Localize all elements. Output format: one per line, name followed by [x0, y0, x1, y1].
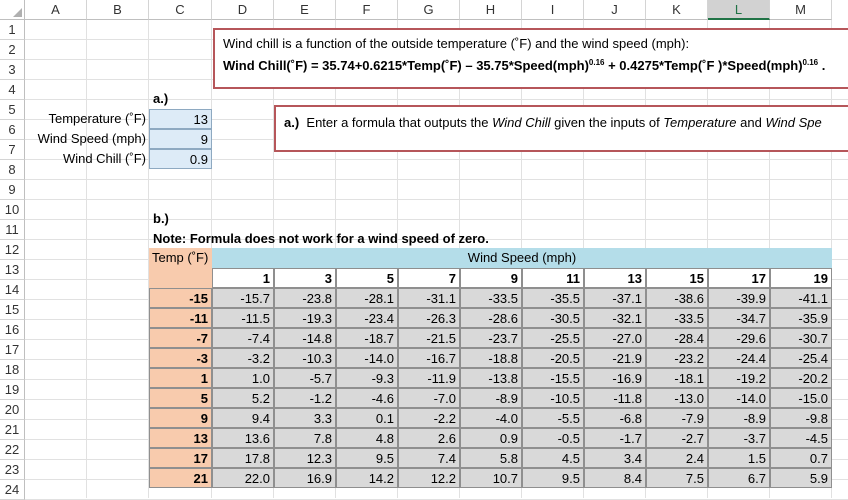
wind-chill-table-cell[interactable]: -23.4 [336, 308, 398, 328]
row-header-20[interactable]: 20 [0, 400, 25, 420]
wind-chill-table-cell[interactable]: -28.1 [336, 288, 398, 308]
row-header-14[interactable]: 14 [0, 280, 25, 300]
wind-chill-table-cell[interactable]: 9.5 [336, 448, 398, 468]
formula-part-2: + 0.4275*Temp(˚F )*Speed(mph) [604, 58, 803, 73]
wind-chill-table-cell[interactable]: -32.1 [584, 308, 646, 328]
wind-chill-table-cell[interactable]: -28.4 [646, 328, 708, 348]
wind-speed-value-cell[interactable]: 13 [584, 268, 646, 288]
wind-chill-table-cell[interactable]: -21.5 [398, 328, 460, 348]
temperature-input-cell[interactable]: 13 [149, 109, 212, 129]
row-header-21[interactable]: 21 [0, 420, 25, 440]
wind-chill-table-cell[interactable]: -7.9 [646, 408, 708, 428]
wind-chill-output-cell[interactable]: 0.9 [149, 149, 212, 169]
row-header-9[interactable]: 9 [0, 180, 25, 200]
wind-chill-table-cell[interactable]: 22.0 [212, 468, 274, 488]
info-line-1: Wind chill is a function of the outside temperature (˚F) and the wind speed (mph): [223, 36, 690, 51]
instruction-em-temperature: Temperature [663, 115, 737, 130]
wind-chill-table-cell[interactable]: 5.9 [770, 468, 832, 488]
wind-speed-value-cell[interactable]: 17 [708, 268, 770, 288]
row-header-13[interactable]: 13 [0, 260, 25, 280]
column-header-e[interactable]: E [274, 0, 336, 20]
wind-chill-table-cell[interactable]: -30.5 [522, 308, 584, 328]
wind-chill-table-cell[interactable]: 5.2 [212, 388, 274, 408]
wind-speed-input-cell[interactable]: 9 [149, 129, 212, 149]
wind-chill-table-cell[interactable]: 9.5 [522, 468, 584, 488]
wind-chill-table-cell[interactable]: 0.1 [336, 408, 398, 428]
wind-chill-table-cell[interactable]: -15.7 [212, 288, 274, 308]
wind-chill-table-cell[interactable]: -1.7 [584, 428, 646, 448]
instruction-text-2: given the inputs of [550, 115, 664, 130]
wind-chill-table-cell[interactable]: -10.3 [274, 348, 336, 368]
formula-exponent-1: 0.16 [588, 58, 605, 67]
wind-chill-table-cell[interactable]: 2.4 [646, 448, 708, 468]
wind-chill-table-cell[interactable]: -14.8 [274, 328, 336, 348]
part-a-instruction-box [274, 105, 848, 152]
row-header-4[interactable]: 4 [0, 80, 25, 100]
wind-chill-table-cell[interactable]: -3.2 [212, 348, 274, 368]
column-header-d[interactable]: D [212, 0, 274, 20]
column-header-g[interactable]: G [398, 0, 460, 20]
wind-chill-table-cell[interactable]: -26.3 [398, 308, 460, 328]
wind-chill-table-cell[interactable]: 3.4 [584, 448, 646, 468]
wind-chill-table-cell[interactable]: -6.8 [584, 408, 646, 428]
row-header-24[interactable]: 24 [0, 480, 25, 500]
row-header-15[interactable]: 15 [0, 300, 25, 320]
wind-chill-table-cell[interactable]: 4.5 [522, 448, 584, 468]
wind-chill-table-cell[interactable]: 6.7 [708, 468, 770, 488]
temp-header-cell[interactable]: Temp (˚F) [149, 248, 212, 268]
wind-chill-table-cell[interactable]: -18.1 [646, 368, 708, 388]
wind-chill-table-cell[interactable]: -39.9 [708, 288, 770, 308]
wind-chill-table-cell[interactable]: -14.0 [708, 388, 770, 408]
column-header-k[interactable]: K [646, 0, 708, 20]
wind-chill-table-cell[interactable]: -25.4 [770, 348, 832, 368]
wind-speed-value-cell[interactable]: 19 [770, 268, 832, 288]
gridline-horizontal [25, 179, 848, 180]
instruction-em-wind-speed: Wind Spe [765, 115, 822, 130]
row-header-7[interactable]: 7 [0, 140, 25, 160]
wind-chill-table-cell[interactable]: -23.8 [274, 288, 336, 308]
wind-chill-table-cell[interactable]: -4.6 [336, 388, 398, 408]
formula-exponent-2: 0.16 [802, 58, 819, 67]
wind-chill-table-cell[interactable]: 2.6 [398, 428, 460, 448]
wind-chill-table-cell[interactable]: -9.3 [336, 368, 398, 388]
gridline-horizontal [25, 199, 848, 200]
wind-chill-table-cell[interactable]: -30.7 [770, 328, 832, 348]
row-header-17[interactable]: 17 [0, 340, 25, 360]
wind-chill-table-cell[interactable]: -25.5 [522, 328, 584, 348]
wind-chill-table-cell[interactable]: 1.0 [212, 368, 274, 388]
formula-part-1: Wind Chill(˚F) = 35.74+0.6215*Temp(˚F) – 35.75*Speed(mph) [223, 58, 589, 73]
wind-chill-table-cell[interactable]: 14.2 [336, 468, 398, 488]
wind-chill-table-cell[interactable]: -11.9 [398, 368, 460, 388]
wind-chill-table-cell[interactable]: -35.5 [522, 288, 584, 308]
wind-chill-table-cell[interactable]: 7.5 [646, 468, 708, 488]
temp-value-cell[interactable]: -3 [149, 348, 212, 368]
temp-value-cell[interactable]: -15 [149, 288, 212, 308]
column-header-m[interactable]: M [770, 0, 832, 20]
wind-chill-table-cell[interactable]: -18.7 [336, 328, 398, 348]
wind-speed-value-cell[interactable]: 3 [274, 268, 336, 288]
wind-chill-table-cell[interactable]: 13.6 [212, 428, 274, 448]
wind-chill-table-cell[interactable]: -8.9 [460, 388, 522, 408]
wind-chill-table-cell[interactable]: -4.0 [460, 408, 522, 428]
temp-value-cell[interactable]: -11 [149, 308, 212, 328]
wind-chill-table-cell[interactable]: 10.7 [460, 468, 522, 488]
wind-speed-value-cell[interactable]: 7 [398, 268, 460, 288]
row-header-3[interactable]: 3 [0, 60, 25, 80]
wind-chill-table-cell[interactable]: -5.5 [522, 408, 584, 428]
wind-chill-table-cell[interactable]: -13.0 [646, 388, 708, 408]
wind-chill-table-cell[interactable]: -8.9 [708, 408, 770, 428]
wind-chill-table-cell[interactable]: -16.7 [398, 348, 460, 368]
column-header-l[interactable]: L [708, 0, 770, 20]
row-header-19[interactable]: 19 [0, 380, 25, 400]
part-b-heading: b.) [153, 211, 169, 226]
wind-chill-table-cell[interactable]: 7.8 [274, 428, 336, 448]
row-header-12[interactable]: 12 [0, 240, 25, 260]
wind-chill-table-cell[interactable]: 17.8 [212, 448, 274, 468]
wind-chill-table-cell[interactable]: -2.2 [398, 408, 460, 428]
row-header-11[interactable]: 11 [0, 220, 25, 240]
wind-chill-table-cell[interactable]: -37.1 [584, 288, 646, 308]
wind-speed-header-cell[interactable]: Wind Speed (mph) [212, 248, 832, 268]
temp-value-cell[interactable]: 13 [149, 428, 212, 448]
part-b-note: Note: Formula does not work for a wind speed of zero. [153, 231, 489, 246]
wind-chill-table-cell[interactable]: -11.8 [584, 388, 646, 408]
column-header-f[interactable]: F [336, 0, 398, 20]
wind-chill-table-cell[interactable]: -7.0 [398, 388, 460, 408]
wind-chill-table-cell[interactable]: -20.5 [522, 348, 584, 368]
wind-chill-table-cell[interactable]: 9.4 [212, 408, 274, 428]
wind-chill-table-cell[interactable]: -24.4 [708, 348, 770, 368]
row-header-8[interactable]: 8 [0, 160, 25, 180]
wind-chill-table-cell[interactable]: -28.6 [460, 308, 522, 328]
wind-chill-table-cell[interactable]: -0.5 [522, 428, 584, 448]
instruction-label: a.) [284, 115, 300, 130]
wind-chill-table-cell[interactable]: -19.2 [708, 368, 770, 388]
wind-chill-table-cell[interactable]: -33.5 [646, 308, 708, 328]
wind-chill-table-cell[interactable]: -27.0 [584, 328, 646, 348]
wind-chill-table-cell[interactable]: -38.6 [646, 288, 708, 308]
wind-chill-table-cell[interactable]: 0.9 [460, 428, 522, 448]
wind-chill-table-cell[interactable]: -2.7 [646, 428, 708, 448]
wind-chill-table-cell[interactable]: -23.2 [646, 348, 708, 368]
row-header-23[interactable]: 23 [0, 460, 25, 480]
wind-speed-value-cell[interactable]: 1 [212, 268, 274, 288]
wind-chill-table-cell[interactable]: -29.6 [708, 328, 770, 348]
formula-end: . [818, 58, 826, 73]
row-header-10[interactable]: 10 [0, 200, 25, 220]
wind-chill-info-box [213, 28, 848, 89]
wind-chill-table-cell[interactable]: -23.7 [460, 328, 522, 348]
temp-header-filler [149, 268, 212, 288]
wind-chill-table-cell[interactable]: -7.4 [212, 328, 274, 348]
wind-chill-table-cell[interactable]: -15.0 [770, 388, 832, 408]
wind-chill-table-cell[interactable]: 3.3 [274, 408, 336, 428]
column-header-c[interactable]: C [149, 0, 212, 20]
wind-chill-table-cell[interactable]: -18.8 [460, 348, 522, 368]
wind-chill-table-cell[interactable]: -16.9 [584, 368, 646, 388]
wind-chill-table-cell[interactable]: -13.8 [460, 368, 522, 388]
row-header-1[interactable]: 1 [0, 20, 25, 40]
wind-chill-table-cell[interactable]: -10.5 [522, 388, 584, 408]
gridline-horizontal [25, 219, 848, 220]
wind-chill-table-cell[interactable]: 5.8 [460, 448, 522, 468]
instruction-em-wind-chill: Wind Chill [492, 115, 551, 130]
column-header-h[interactable]: H [460, 0, 522, 20]
column-header-a[interactable]: A [25, 0, 87, 20]
wind-chill-table-cell[interactable]: 1.5 [708, 448, 770, 468]
wind-chill-table-cell[interactable]: -3.7 [708, 428, 770, 448]
wind-chill-table-cell[interactable]: -33.5 [460, 288, 522, 308]
temp-value-cell[interactable]: 1 [149, 368, 212, 388]
wind-chill-table-cell[interactable]: 12.3 [274, 448, 336, 468]
column-header-i[interactable]: I [522, 0, 584, 20]
wind-chill-table-cell[interactable]: -14.0 [336, 348, 398, 368]
wind-chill-table-cell[interactable]: -20.2 [770, 368, 832, 388]
wind-chill-table-cell[interactable]: -9.8 [770, 408, 832, 428]
column-header-j[interactable]: J [584, 0, 646, 20]
part-a-heading: a.) [153, 91, 169, 106]
wind-chill-table-cell[interactable]: -35.9 [770, 308, 832, 328]
row-header-16[interactable]: 16 [0, 320, 25, 340]
wind-chill-table-cell[interactable]: -21.9 [584, 348, 646, 368]
wind-speed-label: Wind Speed (mph) [37, 131, 146, 146]
wind-chill-table-cell[interactable]: 7.4 [398, 448, 460, 468]
wind-chill-table-cell[interactable]: 0.7 [770, 448, 832, 468]
wind-chill-table-cell[interactable]: -1.2 [274, 388, 336, 408]
wind-speed-value-cell[interactable]: 11 [522, 268, 584, 288]
wind-chill-table-cell[interactable]: 16.9 [274, 468, 336, 488]
wind-chill-table-cell[interactable]: -19.3 [274, 308, 336, 328]
column-header-b[interactable]: B [87, 0, 149, 20]
temp-value-cell[interactable]: 17 [149, 448, 212, 468]
wind-chill-table-cell[interactable]: -15.5 [522, 368, 584, 388]
row-header-5[interactable]: 5 [0, 100, 25, 120]
temp-value-cell[interactable]: 9 [149, 408, 212, 428]
instruction-text-1: Enter a formula that outputs the [306, 115, 493, 130]
wind-chill-table-cell[interactable]: 4.8 [336, 428, 398, 448]
wind-speed-value-cell[interactable]: 5 [336, 268, 398, 288]
instruction-text-3: and [736, 115, 766, 130]
row-header-22[interactable]: 22 [0, 440, 25, 460]
wind-speed-value-cell[interactable]: 9 [460, 268, 522, 288]
wind-chill-label: Wind Chill (˚F) [62, 151, 146, 166]
wind-chill-table-cell[interactable]: -34.7 [708, 308, 770, 328]
temp-value-cell[interactable]: -7 [149, 328, 212, 348]
gridline-horizontal [25, 99, 848, 100]
row-header-18[interactable]: 18 [0, 360, 25, 380]
wind-chill-table-cell[interactable]: -11.5 [212, 308, 274, 328]
wind-chill-table-cell[interactable]: -31.1 [398, 288, 460, 308]
wind-chill-table-cell[interactable]: -4.5 [770, 428, 832, 448]
wind-speed-value-cell[interactable]: 15 [646, 268, 708, 288]
temp-value-cell[interactable]: 21 [149, 468, 212, 488]
wind-chill-table-cell[interactable]: 12.2 [398, 468, 460, 488]
wind-chill-table-cell[interactable]: 8.4 [584, 468, 646, 488]
select-all-corner[interactable] [0, 0, 25, 20]
wind-chill-table-cell[interactable]: -41.1 [770, 288, 832, 308]
row-header-6[interactable]: 6 [0, 120, 25, 140]
wind-chill-table-cell[interactable]: -5.7 [274, 368, 336, 388]
temperature-label: Temperature (˚F) [48, 111, 146, 126]
row-header-2[interactable]: 2 [0, 40, 25, 60]
temp-value-cell[interactable]: 5 [149, 388, 212, 408]
wind-chill-formula [223, 53, 843, 76]
